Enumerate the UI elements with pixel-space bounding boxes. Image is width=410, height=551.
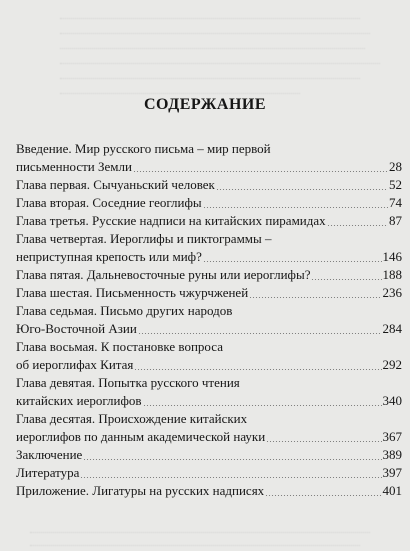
toc-entry-title: Глава десятая. Происхождение китайских: [16, 411, 248, 426]
toc-entry-last-line: [16, 392, 402, 410]
toc-page-number: 367: [382, 429, 402, 444]
toc-entry-line: [16, 410, 402, 428]
toc-page-number: 28: [389, 159, 402, 174]
toc-page-number: 284: [382, 321, 402, 336]
toc-entry: [16, 176, 402, 194]
toc-entry-title: Глава вторая. Соседние геоглифы: [16, 195, 202, 210]
toc-entry-last-line: [16, 176, 402, 194]
toc-entry-title: об иероглифах Китая: [16, 357, 134, 372]
toc-entry: [16, 212, 402, 230]
dot-leader: [134, 369, 381, 370]
toc-entry: [16, 464, 402, 482]
page-bleed-through-bottom: [0, 520, 410, 546]
dot-leader: [249, 297, 381, 298]
toc-entry: [16, 230, 402, 266]
toc-entry-title: Глава седьмая. Письмо других народов: [16, 303, 233, 318]
dot-leader: [80, 477, 381, 478]
toc-entry-last-line: [16, 212, 402, 230]
dot-leader: [203, 207, 388, 208]
toc-page-number: 74: [389, 195, 402, 210]
page-bleed-through-top: [0, 4, 410, 94]
toc-page-number: 236: [382, 285, 402, 300]
toc-entry: [16, 140, 402, 176]
toc-page-number: 397: [382, 465, 402, 480]
toc-page-number: 146: [382, 249, 402, 264]
dot-leader: [203, 261, 382, 262]
toc-entry-last-line: [16, 194, 402, 212]
toc-entry-last-line: [16, 428, 402, 446]
dot-leader: [133, 171, 388, 172]
toc-entry-title: китайских иероглифов: [16, 393, 142, 408]
toc-entry: [16, 338, 402, 374]
toc-entry: [16, 302, 402, 338]
dot-leader: [327, 225, 388, 226]
toc-entry-title: Глава четвертая. Иероглифы и пиктограммы –: [16, 231, 272, 246]
toc-page-number: 292: [382, 357, 402, 372]
toc-entry-title: Приложение. Лигатуры на русских надписях: [16, 483, 265, 498]
toc-entry-title: Литература: [16, 465, 80, 480]
toc-entry-title: Глава первая. Сычуаньский человек: [16, 177, 215, 192]
toc-entry-title: Глава девятая. Попытка русского чтения: [16, 375, 240, 390]
toc-entry-line: [16, 140, 402, 158]
dot-leader: [83, 459, 381, 460]
toc-entry-title: иероглифов по данным академической науки: [16, 429, 266, 444]
toc-entry-title: Заключение: [16, 447, 83, 462]
toc-entry-line: [16, 374, 402, 392]
toc-entry: [16, 266, 402, 284]
toc-entry: [16, 410, 402, 446]
toc-entry: [16, 194, 402, 212]
toc-entry-title: Юго-Восточной Азии: [16, 321, 137, 336]
toc-page-number: 389: [382, 447, 402, 462]
toc-page-number: 340: [382, 393, 402, 408]
dot-leader: [265, 495, 381, 496]
toc-entry-last-line: [16, 248, 402, 266]
toc-page-number: 87: [389, 213, 402, 228]
toc-entry-line: [16, 230, 402, 248]
toc-entry-title: Введение. Мир русского письма – мир первой: [16, 141, 271, 156]
toc-entry-last-line: [16, 446, 402, 464]
toc-entry-last-line: [16, 356, 402, 374]
toc-entry-title: неприступная крепость или миф?: [16, 249, 202, 264]
toc-entry-title: Глава третья. Русские надписи на китайских пирамидах: [16, 213, 326, 228]
dot-leader: [216, 189, 388, 190]
toc-page-number: 188: [382, 267, 402, 282]
toc-entry-last-line: [16, 464, 402, 482]
dot-leader: [138, 333, 382, 334]
toc-entry-title: Глава пятая. Дальневосточные руны или иероглифы?: [16, 267, 311, 282]
dot-leader: [311, 279, 381, 280]
page-title: СОДЕРЖАНИЕ: [143, 96, 267, 113]
toc-entry-last-line: [16, 158, 402, 176]
toc-page-number: 401: [382, 483, 402, 498]
toc-entry: [16, 482, 402, 500]
toc-entry-line: [16, 338, 402, 356]
toc-entry-title: Глава восьмая. К постановке вопроса: [16, 339, 223, 354]
toc-entry: [16, 284, 402, 302]
toc-page-number: 52: [389, 177, 402, 192]
toc-entry: [16, 446, 402, 464]
toc-entry: [16, 374, 402, 410]
dot-leader: [266, 441, 381, 442]
toc-entry-line: [16, 302, 402, 320]
toc-entry-last-line: [16, 482, 402, 500]
toc-entry-last-line: [16, 320, 402, 338]
dot-leader: [143, 405, 382, 406]
toc-entry-title: Глава шестая. Письменность чжурчженей: [16, 285, 249, 300]
toc-entry-title: письменности Земли: [16, 159, 132, 174]
table-of-contents: [16, 140, 402, 500]
toc-entry-last-line: [16, 266, 402, 284]
toc-entry-last-line: [16, 284, 402, 302]
